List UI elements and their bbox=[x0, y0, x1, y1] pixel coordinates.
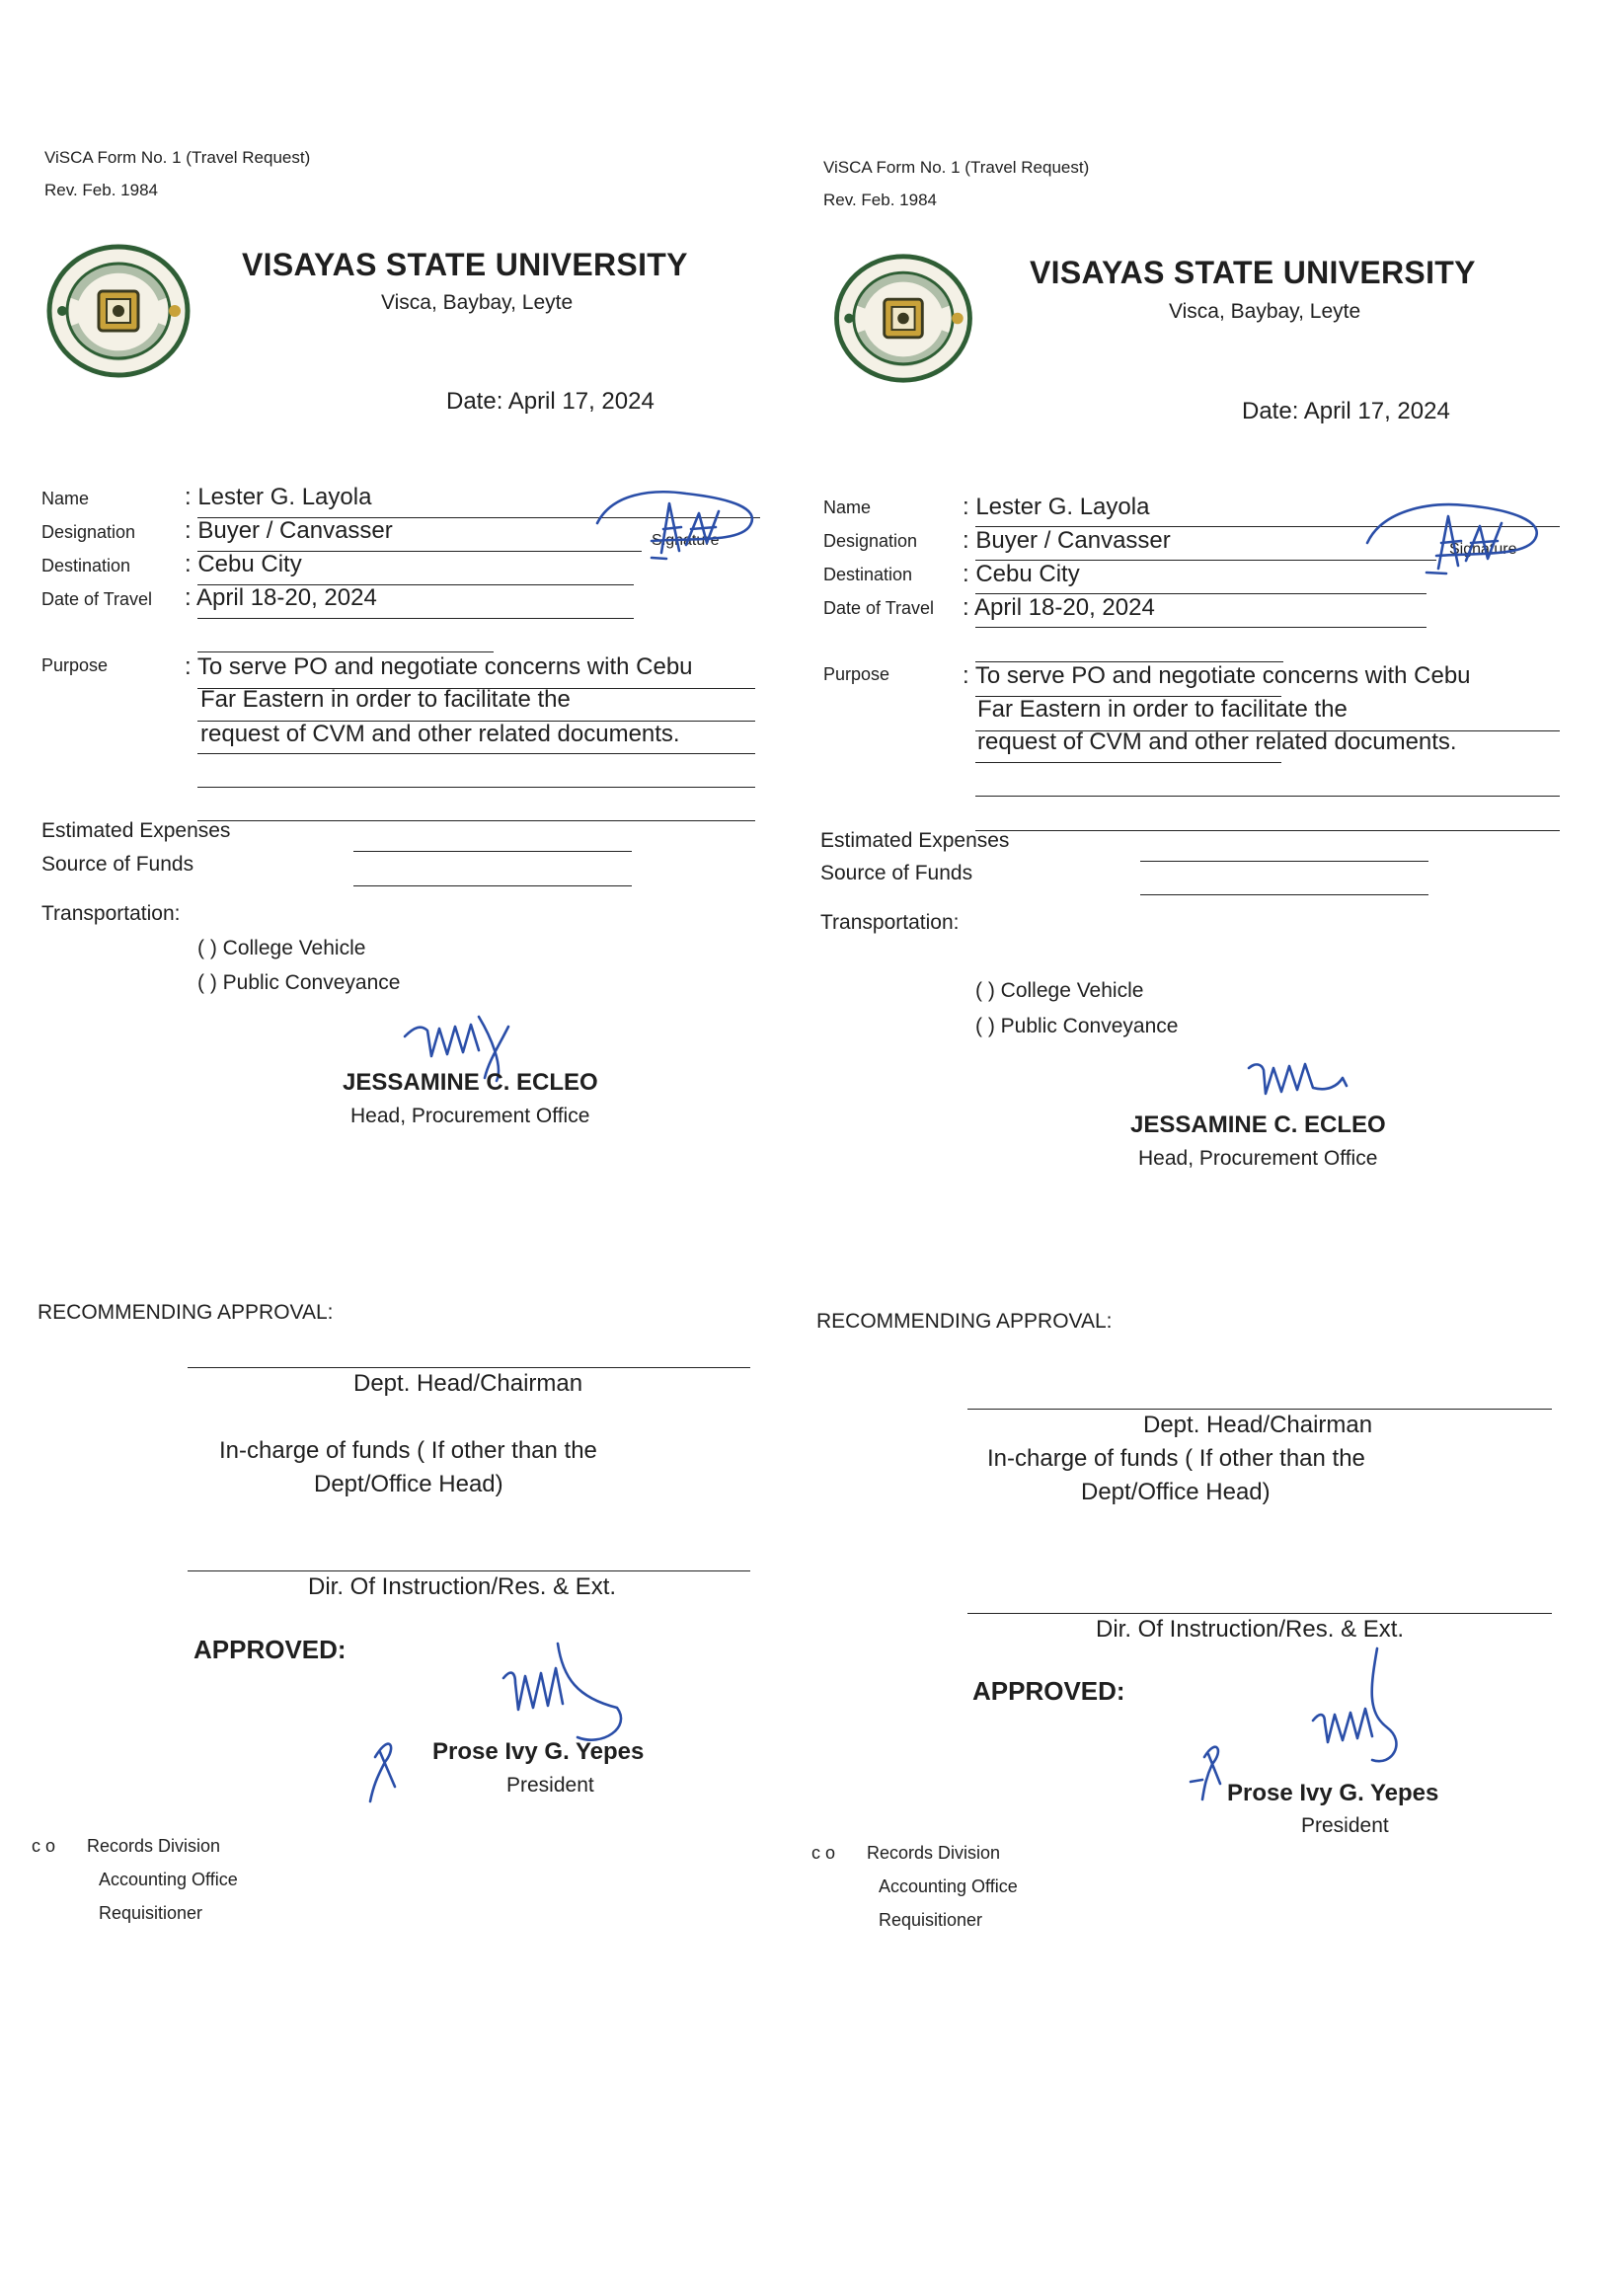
procurement-head-title: Head, Procurement Office bbox=[350, 1105, 590, 1127]
university-address: Visca, Baybay, Leyte bbox=[1169, 300, 1361, 323]
date-of-travel-value: : April 18-20, 2024 bbox=[963, 594, 1155, 621]
date-of-travel-label: Date of Travel bbox=[823, 598, 935, 618]
university-name: VISAYAS STATE UNIVERSITY bbox=[1030, 255, 1476, 290]
designation-label: Designation bbox=[823, 531, 918, 551]
name-value: : Lester G. Layola bbox=[185, 484, 372, 510]
purpose-line-1: : To serve PO and negotiate concerns with Cebu bbox=[963, 662, 1471, 689]
procurement-head-name: JESSAMINE C. ECLEO bbox=[1130, 1111, 1386, 1138]
purpose-underline-4 bbox=[197, 787, 755, 788]
cc-label: c o bbox=[32, 1836, 56, 1856]
destination-value: : Cebu City bbox=[185, 551, 302, 577]
estimated-expenses-label: Estimated Expenses bbox=[820, 829, 1010, 852]
dept-head-signature-line bbox=[188, 1367, 750, 1368]
president-name: Prose Ivy G. Yepes bbox=[1227, 1780, 1439, 1806]
source-of-funds-label: Source of Funds bbox=[41, 853, 194, 876]
travel-request-form-right bbox=[810, 0, 1599, 2296]
director-label: Dir. Of Instruction/Res. & Ext. bbox=[1096, 1616, 1405, 1643]
director-signature-line bbox=[188, 1570, 750, 1571]
source-of-funds-underline bbox=[353, 885, 632, 886]
cc-records-division: Records Division bbox=[87, 1836, 221, 1856]
president-name: Prose Ivy G. Yepes bbox=[432, 1738, 645, 1765]
requester-signature-icon bbox=[1357, 472, 1555, 580]
director-signature-line bbox=[967, 1613, 1552, 1614]
transportation-label: Transportation: bbox=[41, 902, 181, 925]
approved-label: APPROVED: bbox=[193, 1635, 347, 1664]
approved-label: APPROVED: bbox=[972, 1676, 1125, 1706]
date-of-travel-label: Date of Travel bbox=[41, 589, 153, 609]
transportation-label: Transportation: bbox=[820, 911, 960, 934]
blank-underline bbox=[197, 651, 494, 652]
date-of-travel-underline bbox=[197, 618, 634, 619]
request-date: Date: April 17, 2024 bbox=[446, 388, 655, 415]
procurement-signature-icon bbox=[1244, 1056, 1382, 1115]
name-value: : Lester G. Layola bbox=[963, 494, 1150, 520]
designation-value: : Buyer / Canvasser bbox=[963, 527, 1171, 554]
president-title: President bbox=[1301, 1814, 1389, 1837]
purpose-line-1: : To serve PO and negotiate concerns with Cebu bbox=[185, 653, 693, 680]
in-charge-line-1: In-charge of funds ( If other than the bbox=[219, 1437, 597, 1464]
dept-head-label: Dept. Head/Chairman bbox=[353, 1370, 583, 1397]
name-label: Name bbox=[823, 497, 872, 517]
estimated-expenses-underline bbox=[1140, 861, 1428, 862]
designation-label: Designation bbox=[41, 522, 136, 542]
cc-accounting-office: Accounting Office bbox=[99, 1870, 238, 1889]
request-date: Date: April 17, 2024 bbox=[1242, 398, 1450, 424]
option-public-conveyance: ( ) Public Conveyance bbox=[975, 1015, 1179, 1037]
dept-head-signature-line bbox=[967, 1409, 1552, 1410]
purpose-label: Purpose bbox=[823, 664, 890, 684]
director-label: Dir. Of Instruction/Res. & Ext. bbox=[308, 1573, 617, 1600]
purpose-line-3: request of CVM and other related documents. bbox=[200, 721, 680, 747]
university-seal-icon bbox=[44, 242, 193, 380]
university-seal-icon bbox=[829, 252, 977, 385]
estimated-expenses-underline bbox=[353, 851, 632, 852]
estimated-expenses-label: Estimated Expenses bbox=[41, 819, 231, 842]
option-college-vehicle: ( ) College Vehicle bbox=[975, 979, 1144, 1002]
procurement-head-name: JESSAMINE C. ECLEO bbox=[343, 1069, 598, 1096]
requester-signature-icon bbox=[592, 464, 770, 573]
purpose-underline-5 bbox=[975, 830, 1560, 831]
university-name: VISAYAS STATE UNIVERSITY bbox=[242, 247, 688, 282]
form-revision: Rev. Feb. 1984 bbox=[823, 191, 937, 209]
cc-records-division: Records Division bbox=[867, 1843, 1001, 1863]
form-revision: Rev. Feb. 1984 bbox=[44, 181, 158, 199]
source-of-funds-underline bbox=[1140, 894, 1428, 895]
designation-value: : Buyer / Canvasser bbox=[185, 517, 393, 544]
source-of-funds-label: Source of Funds bbox=[820, 862, 973, 884]
purpose-underline-4 bbox=[975, 796, 1560, 797]
dept-head-label: Dept. Head/Chairman bbox=[1143, 1412, 1373, 1438]
purpose-line-3: request of CVM and other related documents. bbox=[977, 728, 1457, 755]
cc-accounting-office: Accounting Office bbox=[879, 1876, 1018, 1896]
in-charge-line-1: In-charge of funds ( If other than the bbox=[987, 1445, 1365, 1472]
purpose-line-2: Far Eastern in order to facilitate the bbox=[200, 686, 571, 713]
university-address: Visca, Baybay, Leyte bbox=[381, 291, 574, 314]
in-charge-line-2: Dept/Office Head) bbox=[314, 1471, 503, 1497]
recommending-approval-label: RECOMMENDING APPROVAL: bbox=[38, 1301, 334, 1324]
cc-requisitioner: Requisitioner bbox=[99, 1903, 203, 1923]
signature-label: Signature bbox=[1449, 541, 1517, 558]
cc-requisitioner: Requisitioner bbox=[879, 1910, 983, 1930]
form-number: ViSCA Form No. 1 (Travel Request) bbox=[44, 148, 311, 167]
signature-label: Signature bbox=[652, 532, 720, 549]
form-number: ViSCA Form No. 1 (Travel Request) bbox=[823, 158, 1090, 177]
travel-request-form-left bbox=[0, 0, 790, 2296]
destination-label: Destination bbox=[823, 565, 913, 584]
president-title: President bbox=[506, 1774, 594, 1797]
purpose-underline-5 bbox=[197, 820, 755, 821]
procurement-head-title: Head, Procurement Office bbox=[1138, 1147, 1378, 1170]
purpose-underline-3 bbox=[197, 753, 755, 754]
cc-label: c o bbox=[811, 1843, 836, 1863]
date-of-travel-value: : April 18-20, 2024 bbox=[185, 584, 377, 611]
option-public-conveyance: ( ) Public Conveyance bbox=[197, 971, 401, 994]
option-college-vehicle: ( ) College Vehicle bbox=[197, 937, 366, 959]
purpose-label: Purpose bbox=[41, 655, 109, 675]
purpose-underline-3 bbox=[975, 762, 1281, 763]
destination-value: : Cebu City bbox=[963, 561, 1080, 587]
purpose-line-2: Far Eastern in order to facilitate the bbox=[977, 696, 1348, 723]
recommending-approval-label: RECOMMENDING APPROVAL: bbox=[816, 1310, 1113, 1333]
destination-label: Destination bbox=[41, 556, 131, 575]
date-of-travel-underline bbox=[975, 627, 1426, 628]
in-charge-line-2: Dept/Office Head) bbox=[1081, 1479, 1271, 1505]
name-label: Name bbox=[41, 489, 90, 508]
